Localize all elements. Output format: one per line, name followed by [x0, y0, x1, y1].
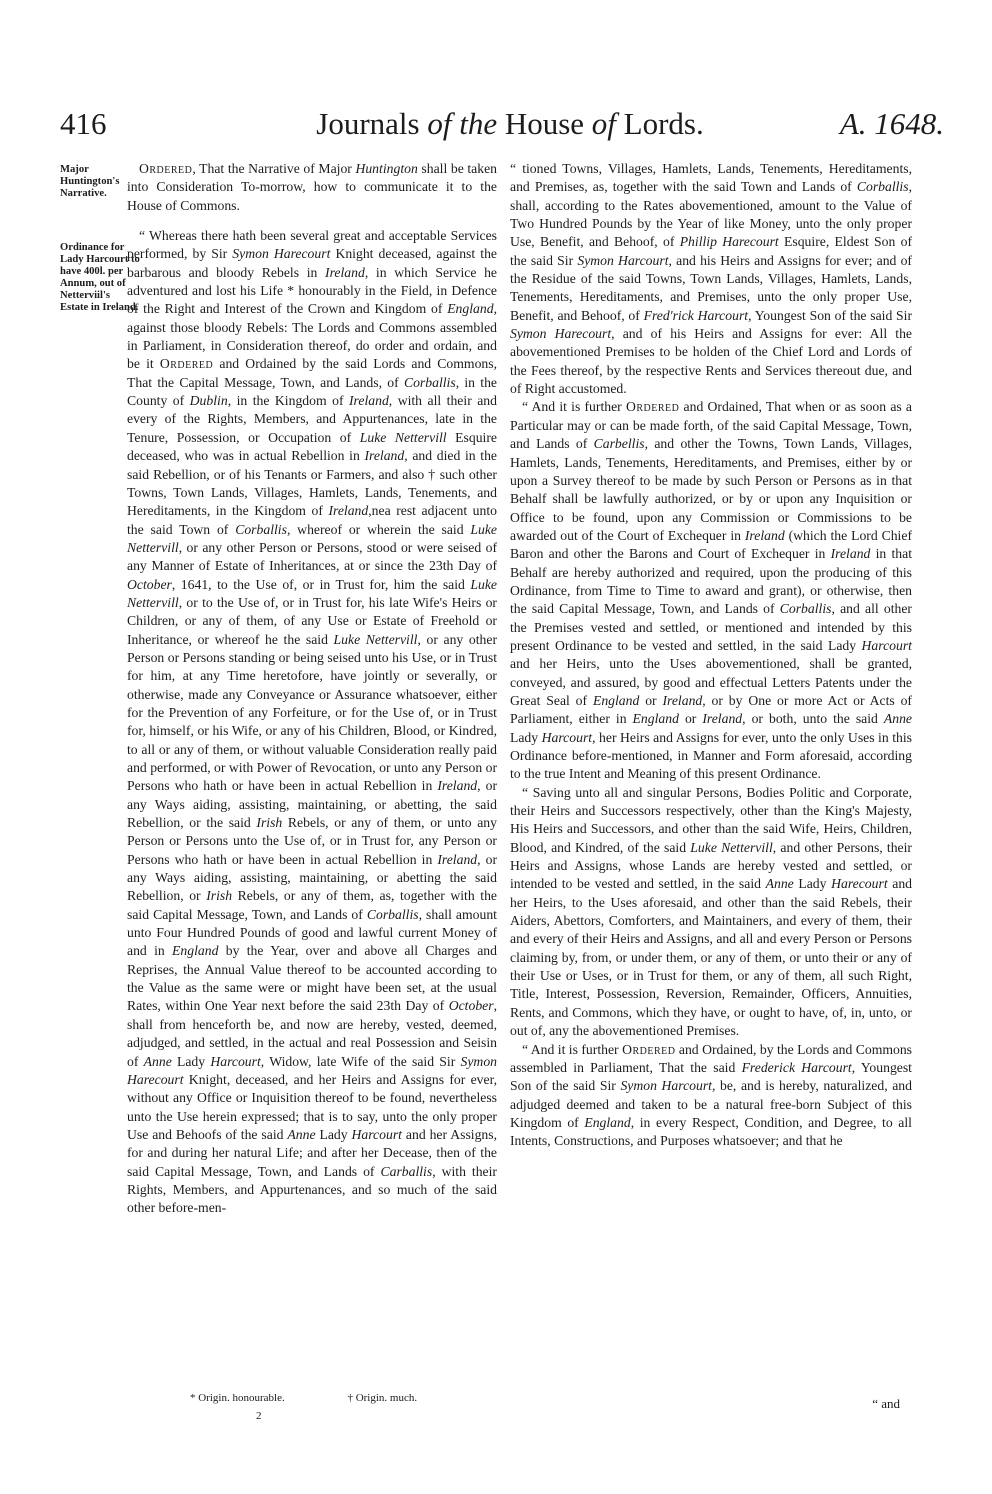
title-word: of: [591, 106, 616, 141]
footnotes: [190, 1392, 477, 1404]
paragraph: “ Saving unto all and singular Persons, Bodies Politic and Corporate, their Heirs and Successors respectively, other than the King's Majesty, His Heirs and Successors, and other than the said Wife, Heirs, Children, Blood, and Kindred, of the said Luke Nettervill, and other Persons, their Heirs and Assigns, whose Lands are hereby vested and settled, or intended to be vested and settled, in the said Anne Lady Harecourt and her Heirs, to the Uses aforesaid, and other than the said Rebels, their Aiders, Abettors, Comforters, and Maintainers, and every of them, their and every of their Heirs and Assigns, and all and every Person or Persons claiming by, from, or under them, or any of them, or unto their or any of their Use or Uses, or in Trust for them, or any of them, all such Right, Title, Interest, Possession, Reversion, Remainder, Officers, Annuities, Rents, and Commons, which they have, or ought to have, of, in, unto, or out of, any the abovementioned Premises.: [510, 784, 913, 1039]
paragraph: “ And it is further Ordered and Ordained, by the Lords and Commons assembled in Parliament, That the said Frederick Harcourt, Youngest Son of the said Sir Symon Harcourt, be, and is hereby, naturalized, and adjudged deemed and taken to be a natural free-born Subject of this Kingdom of England, in every Respect, Condition, and Degree, to all Intents, Constructions, and Purposes whatsoever; and that he: [510, 1041, 913, 1149]
margin-note: Major Huntington's Narrative.: [60, 164, 120, 199]
title-word: Journals: [316, 106, 420, 141]
title-word: Lords.: [623, 106, 704, 141]
footnote: † Origin. much.: [347, 1392, 418, 1404]
year: A. 1648.: [839, 106, 944, 141]
footnote: * Origin. honourable.: [190, 1392, 285, 1404]
margin-note: Ordinance for Lady Harcourt to have 400l. per Annum, out of Netterviil's Estate in Ireland.: [60, 242, 140, 313]
title-word: of: [427, 106, 452, 141]
page-number: 416: [60, 106, 107, 141]
catchword: “ and: [872, 1396, 900, 1411]
paragraph: “ tioned Towns, Villages, Hamlets, Lands, Tenements, Hereditaments, and Premises, as, together with the said Town and Lands of Corballis, shall, according to the Rates abovementioned, amount to the Value of Two Hundred Pounds by the Year of like Money, unto the only proper Use, Benefit, and Behoof, of Phillip Harecourt Esquire, Eldest Son of the said Sir Symon Harcourt, and his Heirs and Assigns for ever; and of the Residue of the said Towns, Town Lands, Villages, Hamlets, Lands, Tenements, Hereditaments, and Premises, unto the only proper Use, Benefit, and Behoof, of Fred'rick Harcourt, Youngest Son of the said Sir Symon Harecourt, and of his Heirs and Assigns for ever: All the abovementioned Premises to be holden of the Chief Lord and Lords of the Fees thereof, by the respective Rents and Services thereout due, and of Right accustomed.: [510, 161, 913, 397]
paragraph: Ordered, That the Narrative of Major Huntington shall be taken into Consideration To-morrow, how to communicate it to the House of Commons.: [127, 161, 497, 213]
signature-mark: 2: [256, 1410, 262, 1422]
left-column: [127, 160, 497, 1218]
title-word: the: [459, 106, 498, 141]
paragraph: “ And it is further Ordered and Ordained, That when or as soon as a Particular may or can be made forth, of the said Capital Message, Town, and Lands of Carbellis, and other the Towns, Town Lands, Villages, Hamlets, Lands, Tenements, Hereditaments, and Premises, either by or upon a Survey thereof to be made by such Person or Persons as in that Behalf shall be lawfully authorized, or by or upon any Inquisition or Office to be found, upon any Commission or Commissions to be awarded out of the Court of Exchequer in Ireland (which the Lord Chief Baron and other the Barons and Court of Exchequer in Ireland in that Behalf are hereby authorized and required, upon the producing of this Ordinance, from Time to Time to award and grant), or otherwise, then the said Capital Message, Town, and Lands of Corballis, and all other the Premises vested and settled, or mentioned and intended by this present Ordinance to be vested and settled, in the said Lady Harcourt and her Heirs, unto the Uses abovementioned, shall be granted, conveyed, and assured, by good and effectual Letters Patents under the Great Seal of England or Ireland, or by One or more Act or Acts of Parliament, either in England or Ireland, or both, unto the said Anne Lady Harcourt, her Heirs and Assigns for ever, unto the only Uses in this Ordinance before-mentioned, in Manner and Form aforesaid, according to the true Intent and Meaning of this present Ordinance.: [510, 399, 913, 782]
paragraph: “ Whereas there hath been several great and acceptable Services performed, by Sir Symon Harecourt Knight deceased, against the barbarous and bloody Rebels in Ireland, in which Service he adventured and lost his Life * honourably in the Field, in Defence of the Right and Interest of the Crown and Kingdom of England, against those bloody Rebels: The Lords and Commons assembled in Parliament, in Consideration thereof, do order and ordain, and be it Ordered and Ordained by the said Lords and Commons, That the Capital Message, Town, and Lands, of Corballis, in the County of Dublin, in the Kingdom of Ireland, with all their and every of the Rights, Members, and Appurtenances, late in the Tenure, Possession, or Occupation of Luke Nettervill Esquire deceased, who was in actual Rebellion in Ireland, and died in the said Rebellion, or of his Tenants or Farmers, and also † such other Towns, Town Lands, Villages, Hamlets, Lands, Tenements, and Hereditaments, in the Kingdom of Ireland,nea rest adjacent unto the said Town of Corballis, whereof or wherein the said Luke Nettervill, or any other Person or Persons, stood or were seised of any Manner of Estate of Inheritances, at or since the 23th Day of October, 1641, to the Use of, or in Trust for, him the said Luke Nettervill, or to the Use of, or in Trust for, his late Wife's Heirs or Children, or any of them, of any Use or Estate of Freehold or Inheritance, or whereof he the said Luke Nettervill, or any other Person or Persons standing or being seised unto his Use, or in Trust for him, at any Time heretofore, have jointly or severally, or otherwise, made any Conveyance or Assurance whatsoever, either for the Prevention of any Forfeiture, or for the Use of, or in Trust for, himself, or his Wife, or any of his Children, Blood, or Kindred, to all or any of them, or without valuable Consideration really paid and performed, or with Power of Revocation, or unto any Person or Persons who hath or have been in actual Rebellion in Ireland, or any Ways aiding, assisting, maintaining, or abetting, the said Rebellion, or the said Irish Rebels, or any of them, or unto any Person or Persons unto the Use of, or in Trust for, any Person or Persons who hath or have been in actual Rebellion in Ireland, or any Ways aiding, assisting, maintaining, or abetting the said Rebellion, or Irish Rebels, or any of them, as, together with the said Capital Message, Town, and Lands of Corballis, shall amount unto Four Hundred Pounds of good and lawful current Money of and in England by the Year, over and above all Charges and Reprises, the Annual Value thereof to be accounted according to the Value as the same were or might have been set, at the usual Rates, within One Year next before the said 23th Day of October, shall from henceforth be, and now are hereby, vested, deemed, adjudged, and settled, in the actual and real Possession and Seisin of Anne Lady Harcourt, Widow, late Wife of the said Sir Symon Harecourt Knight, deceased, and her Heirs and Assigns for ever, without any Office or Inquisition thereof to be found, nevertheless unto the Use herein expressed; that is to say, unto the only proper Use and Behoofs of the said Anne Lady Harcourt and her Assigns, for and during her natural Life; and after her Decease, then of the said Capital Message, Town, and Lands of Carballis, with their Rights, Members, and Appurtenances, and so much of the said other before-men-: [127, 228, 498, 1216]
running-title: [300, 106, 720, 142]
right-column: [510, 160, 912, 1151]
title-word: House: [504, 106, 585, 141]
